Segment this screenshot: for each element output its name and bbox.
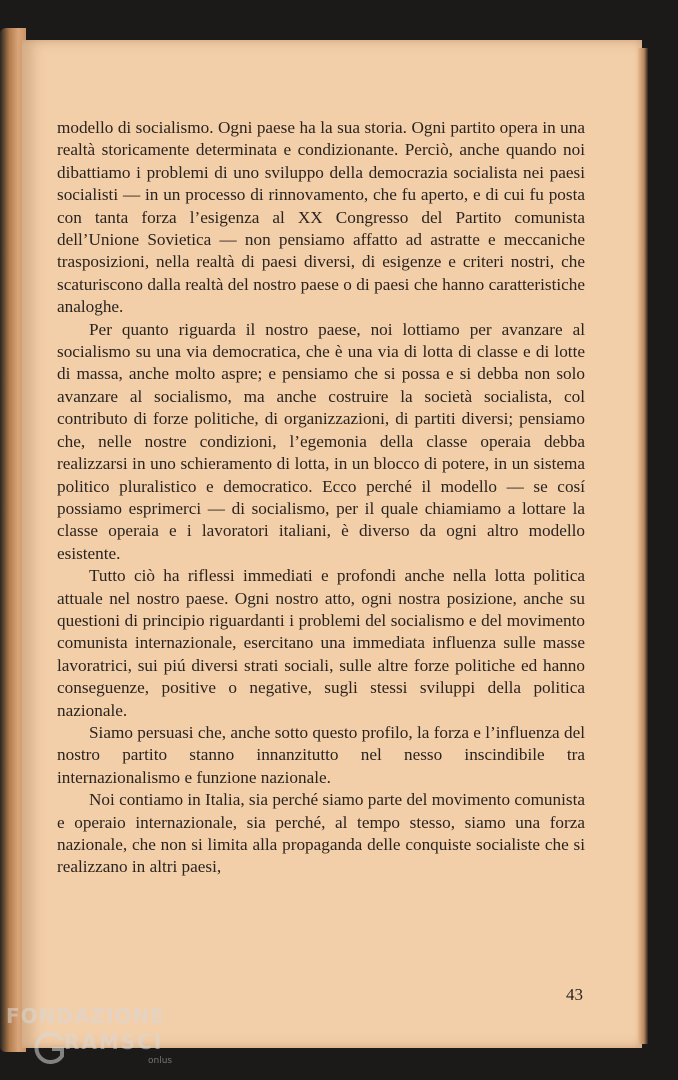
paragraph-5: Noi contiamo in Italia, sia perché siamo parte del movimento comunista e operaio internazionale, sia perché, al tempo stesso, siamo una forza nazionale, che non si limita alla propaganda delle conquiste socialiste che si realizzano in altri paesi, — [57, 790, 585, 877]
paragraph-4: Siamo persuasi che, anche sotto questo profilo, la forza e l’influenza del nostro partito stanno innanzitutto nel nesso inscindibile tra internazionalismo e funzione nazionale. — [57, 722, 585, 787]
gramsci-g-logo-icon — [32, 1030, 68, 1066]
watermark-suffix: onlus — [148, 1056, 173, 1066]
watermark-line-1: FONDAZIONE — [6, 1004, 165, 1028]
paragraph-2: Per quanto riguarda il nostro paese, noi lottiamo per avanzare al socialismo su una via democratica, che è una via di lotta di classe e di lotte di massa, anche molto aspre; e pensiamo che si possa e si debba non solo avanzare al socialismo, ma anche costruire la società socialista, col contributo di forze politiche, di organizzazioni, di partiti diversi; pensiamo che, nelle nostre condizioni, l’egemonia della classe operaia debba realizzarsi in uno schieramento di lotta, in un blocco di potere, in un sistema politico pluralistico e democratico. Ecco perché il modello — se cosí possiamo esprimerci — di socialismo, per il quale chiamiamo a lottare la classe operaia e i lavoratori italiani, è diverso da ogni altro modello esistente. — [57, 319, 585, 563]
paragraph-1: modello di socialismo. Ogni paese ha la sua storia. Ogni partito opera in una realtà storicamente determinata e condizionante. Perciò, anche quando noi dibattiamo i problemi di uno sviluppo della democrazia socialista nei paesi socialisti — in un processo di rinnovamento, che fu aperto, e di cui fu posta con tanta forza l’esigenza al XX Congresso del Partito comunista dell’Unione Sovietica — non pensiamo affatto ad astratte e meccaniche trasposizioni, nella realtà di paesi diversi, di esigenze e criteri nostri, che scaturiscono dalla realtà del nostro paese o di paesi che hanno caratteristiche analoghe. — [57, 118, 585, 317]
page-body-text — [57, 117, 585, 879]
page-number: 43 — [566, 985, 583, 1004]
page-stack-edge — [638, 48, 648, 1044]
fondazione-gramsci-watermark — [6, 1004, 186, 1074]
paragraph-3: Tutto ciò ha riflessi immediati e profondi anche nella lotta politica attuale nel nostro paese. Ogni nostro atto, ogni nostra posizione, anche su questioni di principio riguardanti i problemi del socialismo e del movimento comunista internazionale, esercitano una immediata influenza sulle masse lavoratrici, sui piú diversi strati sociali, sulle altre forze politiche ed hanno conseguenze, positive o negative, sugli stessi sviluppi della politica nazionale. — [57, 566, 585, 720]
watermark-line-2: RAMSCI — [64, 1030, 164, 1054]
